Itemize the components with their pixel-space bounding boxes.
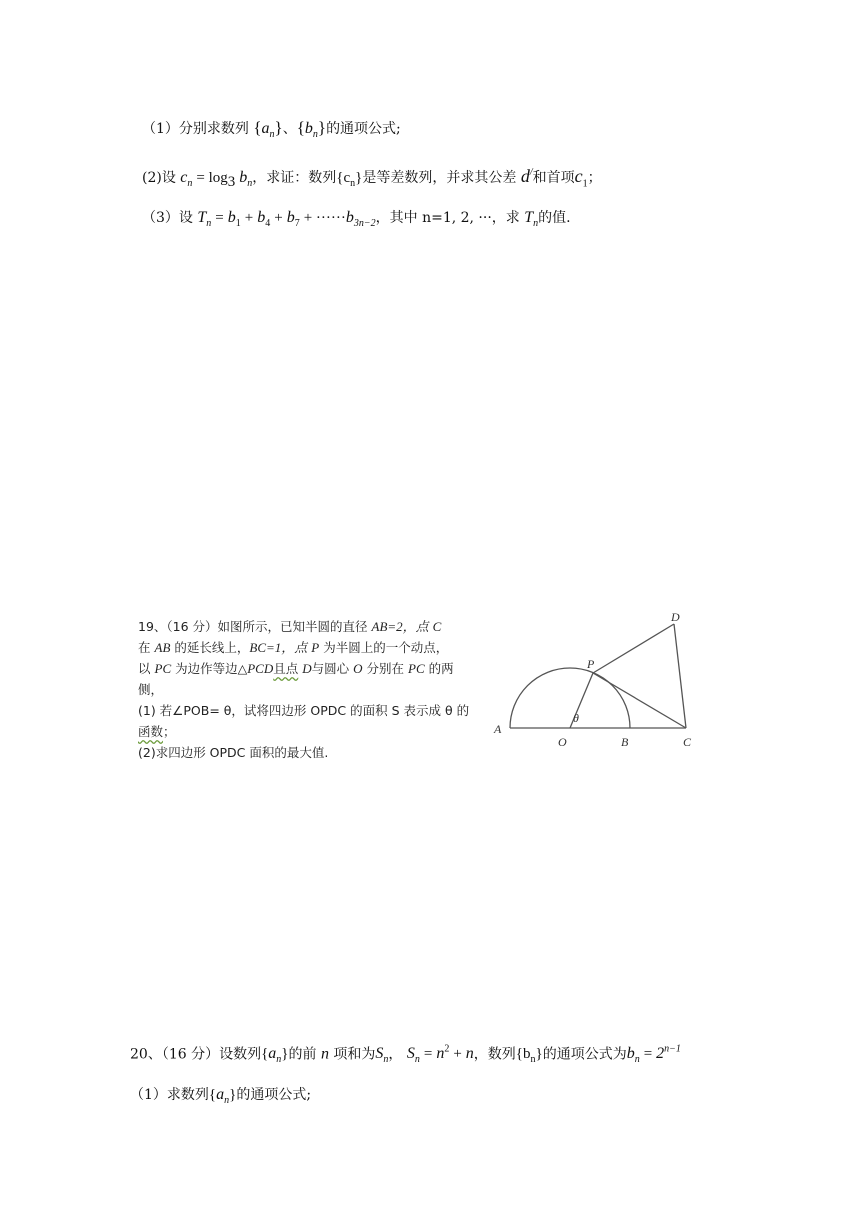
formula-an: $\{a_n\}$ bbox=[253, 118, 283, 141]
formula-tn-sum: $T_n = b_1 + b_4 + b_7 + \cdot\cdot\cdot\cdot\cdot\cdot b_{3n-2}$ bbox=[197, 209, 376, 230]
formula-seq-cn: $\{c_n\}$ bbox=[336, 170, 363, 189]
formula-bn: $\{b_n\}$ bbox=[296, 118, 327, 141]
label-p: P bbox=[587, 657, 595, 671]
formula-d: d/ bbox=[520, 166, 533, 186]
q18-part2: (2)设 $c_n = \log_3 b_n$，求证：数列$\{c_n\}$是等差数列，并求其公差 d/和首项$c_1$； bbox=[142, 166, 602, 191]
label-o: O bbox=[558, 735, 567, 749]
segment-pc bbox=[593, 673, 686, 728]
q18-part3: （3）设 $T_n = b_1 + b_4 + b_7 + \cdot\cdot\cdot\cdot\cdot\cdot b_{3n-2}$，其中 n=1, 2, ···，求 $T_n$的值. bbox=[142, 209, 571, 230]
label-b: B bbox=[621, 735, 629, 749]
formula-seq-bn: $\{b_n\}$ bbox=[515, 1046, 543, 1066]
formula-c1: $c_1$ bbox=[574, 166, 588, 190]
label-c: C bbox=[683, 735, 692, 749]
segment-pd bbox=[593, 624, 674, 673]
formula-an-q20-part1: $\{a_n\}$ bbox=[208, 1086, 237, 1107]
formula-cn-log: $c_n = \log_3 b_n$ bbox=[180, 169, 253, 191]
formula-sn-eq: $S_n = n^2 + n$ bbox=[406, 1044, 474, 1066]
formula-sn: $S_n$ bbox=[375, 1045, 389, 1066]
formula-tn: $T_n$ bbox=[524, 209, 539, 230]
label-a: A bbox=[494, 722, 502, 736]
label-theta: θ bbox=[573, 711, 579, 725]
segment-dc bbox=[674, 624, 686, 728]
q20-part1: （1）求数列$\{a_n\}$的通项公式; bbox=[130, 1086, 312, 1107]
q18-part1: （1）分别求数列 $\{a_n\}$、$\{b_n\}$的通项公式; bbox=[142, 118, 401, 141]
semicircle-arc bbox=[510, 668, 630, 728]
q19-text: 19、（16 分）如图所示，已知半圆的直径 AB=2，点 C 在 AB 的延长线上，BC=1，点 P 为半圆上的一个动点， 以 PC 为边作等边△PCD且点 D与圆心 O 分别在 PC 的两 侧， (1) 若∠POB= θ，试将四边形 OPDC 的面积 S 表示成 θ 的 函数； (2)求四边形 OPDC 面积的最大值. bbox=[138, 619, 470, 760]
q20-stem: 20、（16 分）设数列$\{a_n\}$的前 n 项和为$S_n$， $S_n = n^2 + n$，数列$\{b_n\}$的通项公式为$b_n = 2^{n-1}$ bbox=[130, 1044, 681, 1066]
formula-an-q20: $\{a_n\}$ bbox=[261, 1045, 289, 1066]
formula-bn-eq: $b_n = 2^{n-1}$ bbox=[626, 1044, 681, 1066]
label-d: D bbox=[671, 610, 680, 624]
semicircle-figure bbox=[490, 610, 710, 760]
